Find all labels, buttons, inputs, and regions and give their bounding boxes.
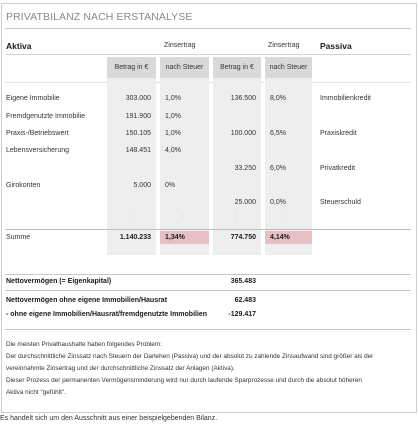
col-head-betrag-aktiva: Betrag in € (107, 57, 156, 78)
problem-line: Aktiva nicht "gefühlt". (6, 389, 66, 396)
sum-passiva-betrag: 774.750 (230, 234, 256, 241)
ohne-label: - ohne eigene Immobilien/Hausrat/fremdgenutzte Immobilien (6, 311, 208, 318)
page-title: PRIVATBILANZ NACH ERSTANALYSE (6, 11, 193, 23)
title-divider (5, 28, 411, 29)
aktiva-betrag: 5.000 (133, 182, 151, 189)
sum-aktiva-zins: 1,34% (165, 234, 185, 241)
sum-divider (5, 229, 411, 230)
aktiva-label: Girokonten (6, 182, 41, 189)
aktiva-zins: 0% (165, 182, 176, 189)
aktiva-heading: Aktiva (6, 41, 32, 51)
sum-label: Summe (6, 234, 31, 241)
aktiva-label: Praxis-/Betriebswert (6, 130, 69, 137)
continuation-dots: : (287, 214, 289, 220)
ohne-value: 62.483 (234, 297, 256, 304)
passiva-zins: 6,5% (270, 130, 286, 137)
aktiva-label: Eigene Immobilie (6, 95, 60, 102)
aktiva-betrag: 150.105 (125, 130, 151, 137)
zinsertrag-heading-aktiva: Zinsertrag (164, 42, 196, 49)
passiva-betrag: 33.250 (234, 165, 256, 172)
passiva-zins: 6,0% (270, 165, 286, 172)
aktiva-zins: 1,0% (165, 130, 181, 137)
aktiva-betrag-column (107, 57, 156, 255)
passiva-label: Immobilienkredit (320, 95, 371, 102)
sum-aktiva-betrag: 1.140.233 (119, 234, 151, 241)
problem-divider (5, 329, 411, 330)
netto-label: Nettovermögen (= Eigenkapital) (6, 278, 112, 285)
col-head-nachsteuer-passiva: nach Steuer (265, 57, 312, 78)
passiva-label: Steuerschuld (320, 199, 361, 206)
aktiva-zins-column (160, 57, 209, 255)
col-head-betrag-passiva: Betrag in € (213, 57, 261, 78)
col-head-nachsteuer-aktiva: nach Steuer (160, 57, 209, 78)
aktiva-betrag: 303.000 (125, 95, 151, 102)
netto-value: 365.483 (230, 278, 256, 285)
passiva-heading: Passiva (320, 41, 352, 51)
passiva-betrag-column (213, 57, 261, 255)
continuation-dots: : (182, 214, 184, 220)
aktiva-zins: 1,0% (165, 95, 181, 102)
aktiva-zins: 4,0% (165, 147, 181, 154)
passiva-label: Praxiskredit (320, 130, 357, 137)
passiva-label: Privatkredit (320, 165, 356, 172)
continuation-dots: : (235, 214, 237, 220)
problem-line: vereinnahmte Zinsertrag und der durchschnittliche Zinssatz der Anlagen (Aktiva). (6, 365, 235, 372)
passiva-betrag: 136.500 (230, 95, 256, 102)
sum-passiva-zins: 4,14% (270, 234, 290, 241)
problem-line: Der durchschnittliche Zinssatz nach Steuern der Darlehen (Passiva) und der absolut zu zahlende Zinsaufwand sind größer als der (6, 353, 374, 360)
passiva-zins: 0,0% (270, 199, 286, 206)
passiva-betrag: 25.000 (234, 199, 256, 206)
header-divider (5, 54, 411, 55)
aktiva-zins: 1,0% (165, 113, 181, 120)
continuation-dots: : (130, 214, 132, 220)
footnote: Es handelt sich um den Ausschnitt aus einer beispielgebenden Bilanz. (0, 415, 218, 422)
aktiva-betrag: 148.451 (125, 147, 151, 154)
aktiva-betrag: 191.900 (125, 113, 151, 120)
problem-line: Die meisten Privathaushalte haben folgendes Problem: (6, 341, 162, 348)
ohne-label: Nettovermögen ohne eigene Immobilien/Hausrat (6, 297, 168, 304)
passiva-zins: 8,0% (270, 95, 286, 102)
passiva-zins-column (265, 57, 312, 255)
netto-top-divider (5, 274, 411, 275)
problem-line: Dieser Prozess der permanenten Vermögensminderung wird nur durch laufende Sparprozesse und durch die absolut höheren (6, 377, 362, 384)
netto-bottom-divider (5, 290, 411, 291)
ohne-value: -129.417 (228, 311, 256, 318)
aktiva-label: Lebensversicherung (6, 147, 70, 154)
zinsertrag-heading-passiva: Zinsertrag (268, 42, 300, 49)
passiva-betrag: 100.000 (230, 130, 256, 137)
aktiva-label: Fremdgenutzte Immobilie (6, 113, 85, 120)
